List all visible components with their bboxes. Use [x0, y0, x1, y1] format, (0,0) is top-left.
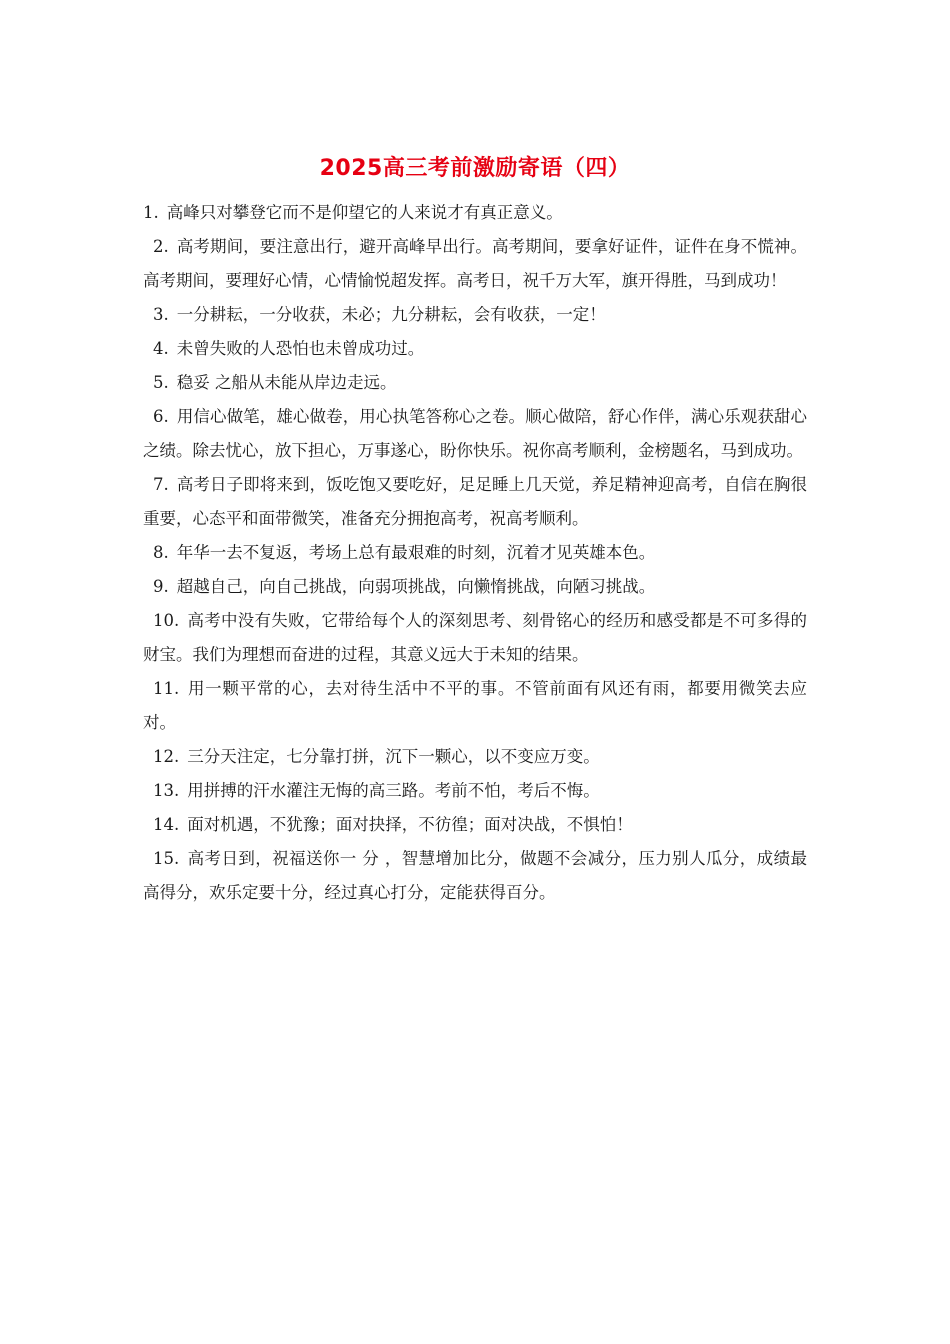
item-number: 2. — [153, 237, 169, 256]
item-number: 12. — [153, 747, 180, 766]
item-text: 年华一去不复返，考场上总有最艰难的时刻，沉着才见英雄本色。 — [176, 543, 656, 562]
item-text: 一分耕耘，一分收获，未必；九分耕耘，会有收获，一定！ — [176, 305, 606, 324]
item-text: 高考日到，祝福送你一 分 ，智慧增加比分，做题不会减分，压力别人瓜分，成绩最高得分，欢乐定要十分，经过真心打分，定能获得百分。 — [143, 849, 807, 902]
item-text: 超越自己，向自己挑战，向弱项挑战，向懒惰挑战，向陋习挑战。 — [176, 577, 656, 596]
list-item — [143, 842, 807, 910]
document-body — [143, 196, 807, 910]
list-item — [143, 604, 807, 672]
list-item — [143, 740, 807, 774]
item-text: 高峰只对攀登它而不是仰望它的人来说才有真正意义。 — [166, 203, 563, 222]
item-text: 用信心做笔，雄心做卷，用心执笔答称心之卷。顺心做陪，舒心作伴，满心乐观获甜心之绩。除去忧心，放下担心，万事遂心，盼你快乐。祝你高考顺利，金榜题名，马到成功。 — [143, 407, 807, 460]
item-text: 用拼搏的汗水灌注无悔的高三路。考前不怕，考后不悔。 — [187, 781, 600, 800]
list-item — [143, 230, 807, 298]
list-item — [143, 774, 807, 808]
list-item — [143, 332, 807, 366]
item-number: 15. — [153, 849, 180, 868]
list-item — [143, 196, 807, 230]
item-number: 11. — [153, 679, 180, 698]
item-text: 面对机遇，不犹豫；面对抉择，不彷徨；面对决战，不惧怕！ — [187, 815, 633, 834]
item-number: 8. — [153, 543, 169, 562]
list-item — [143, 400, 807, 468]
list-item — [143, 298, 807, 332]
item-number: 5. — [153, 373, 169, 392]
list-item — [143, 468, 807, 536]
item-text: 三分天注定，七分靠打拼，沉下一颗心，以不变应万变。 — [187, 747, 600, 766]
item-number: 10. — [153, 611, 180, 630]
item-text: 稳妥 之船从未能从岸边走远。 — [176, 373, 397, 392]
list-item — [143, 672, 807, 740]
item-text: 高考中没有失败，它带给每个人的深刻思考、刻骨铭心的经历和感受都是不可多得的财宝。我们为理想而奋进的过程，其意义远大于未知的结果。 — [143, 611, 807, 664]
list-item — [143, 808, 807, 842]
item-number: 1. — [143, 203, 159, 222]
list-item — [143, 366, 807, 400]
item-text: 未曾失败的人恐怕也未曾成功过。 — [176, 339, 425, 358]
document-title: 2025高三考前激励寄语（四） — [319, 156, 631, 181]
item-number: 6. — [153, 407, 169, 426]
list-item — [143, 570, 807, 604]
item-text: 高考日子即将来到，饭吃饱又要吃好，足足睡上几天觉，养足精神迎高考，自信在胸很重要，心态平和面带微笑，准备充分拥抱高考，祝高考顺利。 — [143, 475, 807, 528]
list-item — [143, 536, 807, 570]
item-number: 13. — [153, 781, 180, 800]
item-number: 14. — [153, 815, 180, 834]
item-text: 用一颗平常的心，去对待生活中不平的事。不管前面有风还有雨，都要用微笑去应对。 — [143, 679, 807, 732]
item-number: 4. — [153, 339, 169, 358]
item-text: 高考期间，要注意出行，避开高峰早出行。高考期间，要拿好证件，证件在身不慌神。高考期间，要理好心情，心情愉悦超发挥。高考日，祝千万大军，旗开得胜，马到成功！ — [143, 237, 807, 290]
item-number: 7. — [153, 475, 169, 494]
item-number: 9. — [153, 577, 169, 596]
item-number: 3. — [153, 305, 169, 324]
